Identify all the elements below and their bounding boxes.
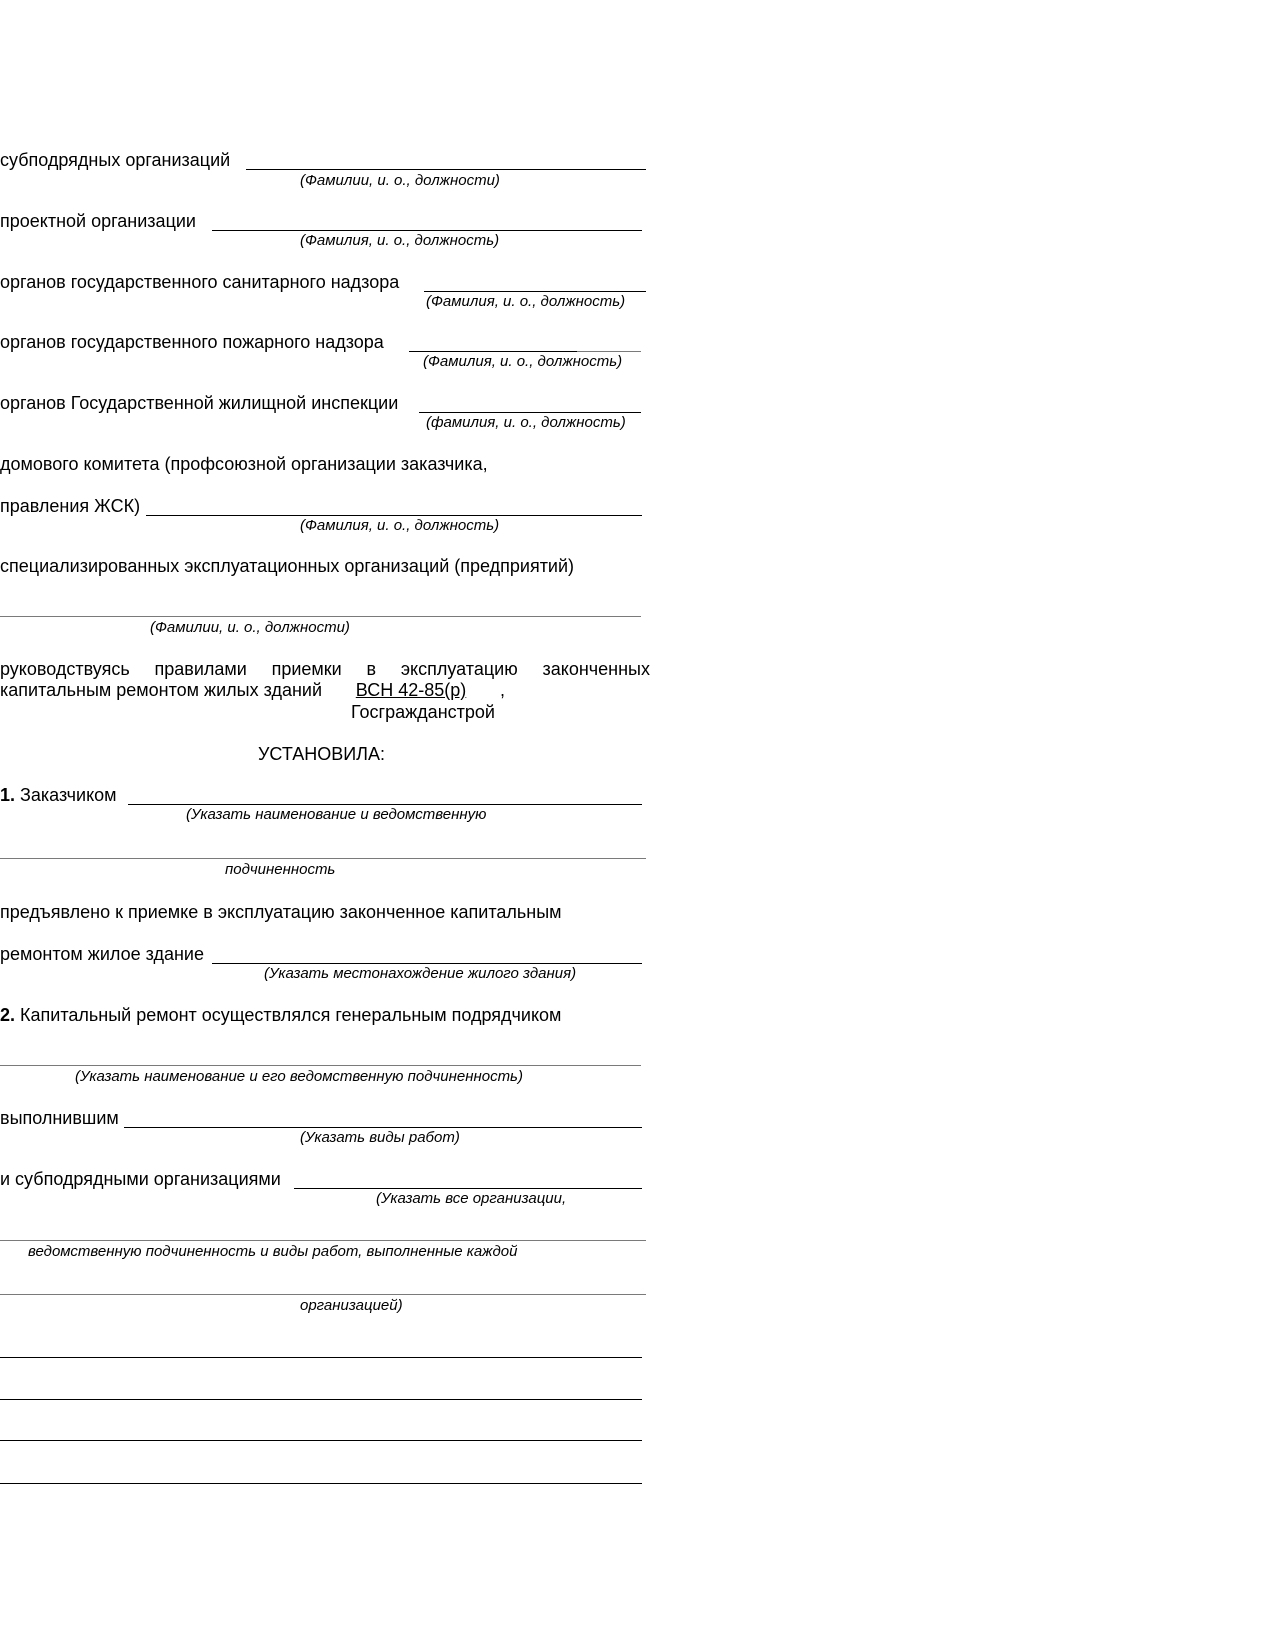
item-2 — [0, 1004, 561, 1026]
specialized-caption: (Фамилии, и. о., должности) — [150, 619, 350, 636]
building-blank[interactable] — [212, 963, 642, 964]
subs-caption-2: ведомственную подчиненность и виды работ, выполненные каждой — [28, 1243, 518, 1260]
blank-line-4[interactable] — [0, 1483, 642, 1484]
general-contractor-blank[interactable] — [0, 1065, 641, 1066]
blank-line-3[interactable] — [0, 1440, 642, 1441]
blank-line-1[interactable] — [0, 1357, 642, 1358]
customer-caption: (Указать наименование и ведомственную — [186, 806, 487, 823]
presented-label: предъявлено к приемке в эксплуатацию законченное капитальным — [0, 902, 562, 922]
item-2-number: 2. — [0, 1005, 16, 1025]
building-label: ремонтом жилое здание — [0, 944, 204, 964]
subs-blank-2[interactable] — [0, 1240, 646, 1241]
fire-caption: (Фамилия, и. о., должность) — [423, 353, 623, 370]
performed-blank[interactable] — [124, 1127, 642, 1128]
guided-line-2-suffix: , — [500, 680, 506, 700]
issuer: Госгражданстрой — [351, 702, 495, 722]
sanitary-caption: (Фамилия, и. о., должность) — [426, 293, 626, 310]
subs-blank-3[interactable] — [0, 1294, 646, 1295]
design-org-label: проектной организации — [0, 211, 196, 231]
specialized-blank[interactable] — [0, 616, 641, 617]
hoa-board-blank[interactable] — [146, 515, 642, 516]
subs-caption-3: организацией) — [300, 1297, 403, 1314]
guided-line-2-prefix: капитальным ремонтом жилых зданий — [0, 680, 323, 700]
general-contractor-caption: (Указать наименование и его ведомственную подчиненность) — [75, 1068, 523, 1085]
guided-line-1: руководствуясь правилами приемки в эксплуатацию законченных — [0, 659, 650, 679]
blank-line-2[interactable] — [0, 1399, 642, 1400]
section-heading: УСТАНОВИЛА: — [258, 744, 386, 764]
subcontractors-caption: (Фамилии, и. о., должности) — [300, 172, 500, 189]
housing-insp-blank[interactable] — [419, 412, 641, 413]
design-org-blank[interactable] — [212, 230, 642, 231]
house-committee-label: домового комитета (профсоюзной организации заказчика, — [0, 454, 488, 474]
fire-label: органов государственного пожарного надзора — [0, 332, 384, 352]
hoa-board-label: правления ЖСК) — [0, 496, 141, 516]
hoa-board-caption: (Фамилия, и. о., должность) — [300, 517, 500, 534]
customer-blank-2[interactable] — [0, 858, 646, 859]
item-1-number: 1. — [0, 785, 16, 805]
sanitary-blank[interactable] — [424, 291, 646, 292]
performed-caption: (Указать виды работ) — [300, 1129, 460, 1146]
norm-reference: ВСН 42-85(р) — [355, 680, 467, 700]
building-caption: (Указать местонахождение жилого здания) — [264, 965, 577, 982]
performed-label: выполнившим — [0, 1108, 119, 1128]
item-1 — [0, 784, 117, 806]
fire-blank-tail — [577, 351, 641, 352]
specialized-label: специализированных эксплуатационных организаций (предприятий) — [0, 556, 575, 576]
general-contractor-label: Капитальный ремонт осуществлялся генеральным подрядчиком — [20, 1005, 562, 1025]
subs-caption-1: (Указать все организации, — [376, 1190, 567, 1207]
subs-label: и субподрядными организациями — [0, 1169, 281, 1189]
subs-blank[interactable] — [294, 1188, 642, 1189]
design-org-caption: (Фамилия, и. о., должность) — [300, 232, 500, 249]
customer-caption-2: подчиненность — [225, 861, 336, 878]
fire-blank[interactable] — [409, 351, 577, 352]
guided-line-2 — [0, 679, 505, 701]
customer-label: Заказчиком — [20, 785, 117, 805]
housing-insp-label: органов Государственной жилищной инспекции — [0, 393, 399, 413]
subcontractors-label: субподрядных организаций — [0, 150, 231, 170]
sanitary-label: органов государственного санитарного надзора — [0, 272, 400, 292]
customer-blank[interactable] — [128, 804, 642, 805]
subcontractors-blank[interactable] — [246, 169, 646, 170]
housing-insp-caption: (фамилия, и. о., должность) — [426, 414, 626, 431]
